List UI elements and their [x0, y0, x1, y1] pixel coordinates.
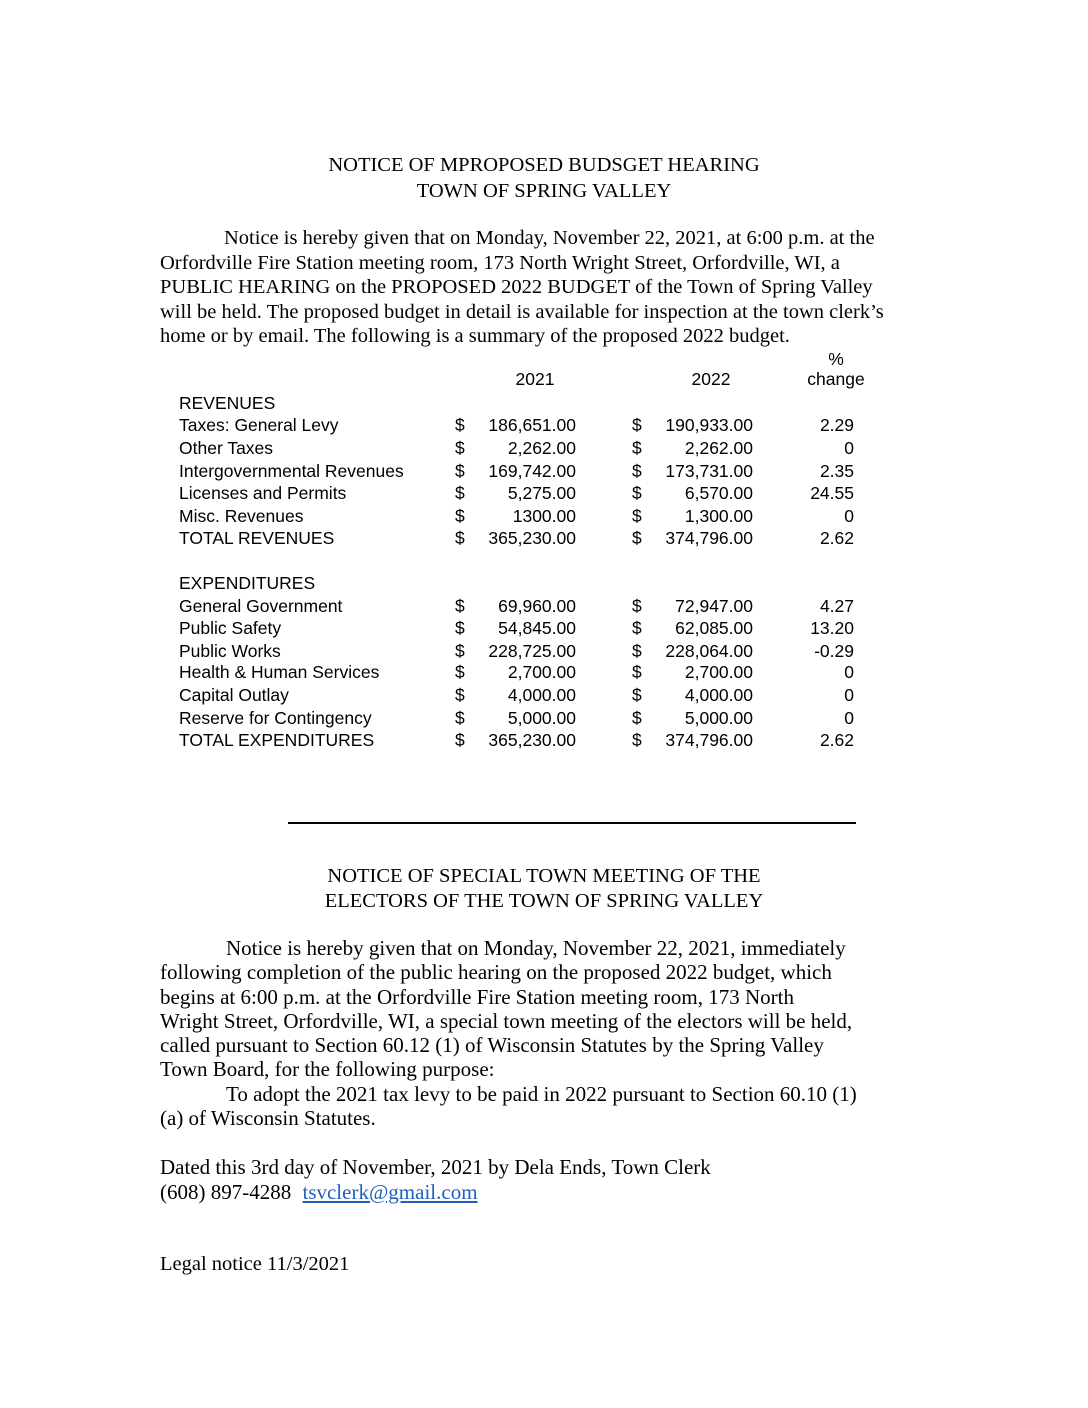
value-2021: 4,000.00	[507, 685, 576, 705]
dollar-sign: $	[632, 641, 642, 661]
dollar-sign: $	[632, 596, 642, 616]
legal-notice-date: Legal notice 11/3/2021	[160, 1253, 350, 1275]
dollar-sign: $	[455, 662, 465, 682]
table-row	[0, 505, 1088, 527]
dollar-sign: $	[632, 461, 642, 481]
value-2022: 374,796.00	[665, 730, 753, 750]
dollar-sign: $	[632, 483, 642, 503]
dollar-sign: $	[632, 708, 642, 728]
row-label: TOTAL REVENUES	[179, 528, 335, 548]
paragraph-line: will be held. The proposed budget in detail is available for inspection at the town clerk’s	[160, 300, 884, 323]
pct-change: 0	[844, 438, 854, 458]
paragraph-line: Orfordville Fire Station meeting room, 173 North Wright Street, Orfordville, WI, a	[160, 251, 840, 274]
contact-line	[160, 1180, 711, 1205]
paragraph-line: Notice is hereby given that on Monday, November 22, 2021, immediately	[226, 936, 846, 960]
special-meeting-title	[0, 864, 1088, 913]
pct-change: 0	[844, 506, 854, 526]
value-2022: 62,085.00	[675, 618, 753, 638]
table-row	[0, 661, 1088, 683]
paragraph-line: Notice is hereby given that on Monday, November 22, 2021, at 6:00 p.m. at the	[224, 227, 875, 249]
pct-change: 0	[844, 685, 854, 705]
paragraph-line: called pursuant to Section 60.12 (1) of Wisconsin Statutes by the Spring Valley	[160, 1033, 824, 1058]
value-2022: 5,000.00	[684, 708, 753, 728]
value-2022: 190,933.00	[665, 415, 753, 435]
dollar-sign: $	[455, 685, 465, 705]
section-divider	[288, 822, 856, 824]
dollar-sign: $	[455, 618, 465, 638]
pct-change: 2.29	[819, 415, 854, 435]
value-2021: 1300.00	[512, 506, 576, 526]
dollar-sign: $	[632, 685, 642, 705]
dollar-sign: $	[455, 708, 465, 728]
row-label: General Government	[179, 596, 343, 616]
table-row	[0, 460, 1088, 482]
table-row	[0, 482, 1088, 504]
value-2022: 6,570.00	[684, 483, 753, 503]
year-2022-header: 2022	[691, 369, 731, 389]
paragraph-line: PUBLIC HEARING on the PROPOSED 2022 BUDGET of the Town of Spring Valley	[160, 276, 873, 298]
value-2021: 186,651.00	[488, 415, 576, 435]
email-link[interactable]: tsvclerk@gmail.com	[302, 1179, 478, 1204]
dollar-sign: $	[632, 506, 642, 526]
value-2021: 365,230.00	[488, 528, 576, 548]
dollar-sign: $	[632, 415, 642, 435]
row-label: Reserve for Contingency	[179, 708, 372, 728]
row-label: Health & Human Services	[179, 662, 380, 682]
value-2021: 54,845.00	[498, 618, 576, 638]
paragraph-line: home or by email. The following is a summary of the proposed 2022 budget.	[160, 325, 790, 347]
row-label: Intergovernmental Revenues	[179, 461, 404, 481]
year-2021-header: 2021	[515, 369, 555, 389]
revenues-heading: REVENUES	[179, 393, 276, 413]
value-2022: 4,000.00	[684, 685, 753, 705]
budget-hearing-title	[0, 152, 1088, 204]
title-line: TOWN OF SPRING VALLEY	[416, 180, 672, 202]
dollar-sign: $	[455, 641, 465, 661]
value-2022: 2,262.00	[684, 438, 753, 458]
value-2021: 365,230.00	[488, 730, 576, 750]
pct-change: 2.35	[819, 461, 854, 481]
dollar-sign: $	[455, 461, 465, 481]
dollar-sign: $	[455, 528, 465, 548]
phone-number: (608) 897-4288	[160, 1179, 292, 1204]
expenditures-heading: EXPENDITURES	[179, 573, 316, 593]
value-2022: 228,064.00	[665, 641, 753, 661]
pct-change: 24.55	[810, 483, 854, 503]
paragraph-line: Wright Street, Orfordville, WI, a special town meeting of the electors will be held,	[160, 1008, 853, 1033]
row-label: Public Works	[179, 641, 281, 661]
dated-line: Dated this 3rd day of November, 2021 by Dela Ends, Town Clerk	[160, 1155, 711, 1179]
dated-signature-block	[160, 1155, 711, 1204]
value-2022: 72,947.00	[675, 596, 753, 616]
value-2022: 2,700.00	[684, 662, 753, 682]
title-line: NOTICE OF MPROPOSED BUDSGET HEARING	[328, 154, 760, 176]
value-2021: 228,725.00	[488, 641, 576, 661]
row-label: Taxes: General Levy	[179, 415, 339, 435]
row-label: Misc. Revenues	[179, 506, 304, 526]
dollar-sign: $	[455, 438, 465, 458]
dollar-sign: $	[632, 730, 642, 750]
row-label: TOTAL EXPENDITURES	[179, 730, 375, 750]
table-row	[0, 527, 1088, 549]
table-row	[0, 707, 1088, 729]
title-line: ELECTORS OF THE TOWN OF SPRING VALLEY	[324, 889, 764, 912]
paragraph-line: (a) of Wisconsin Statutes.	[160, 1106, 376, 1131]
pct-change: 13.20	[810, 618, 854, 638]
section-heading	[0, 572, 1088, 594]
dollar-sign: $	[455, 415, 465, 435]
table-row	[0, 414, 1088, 436]
pct-change: 2.62	[819, 730, 854, 750]
table-row	[0, 729, 1088, 751]
paragraph-line: begins at 6:00 p.m. at the Orfordville Fire Station meeting room, 173 North	[160, 984, 794, 1009]
value-2021: 2,700.00	[507, 662, 576, 682]
value-2022: 173,731.00	[665, 461, 753, 481]
row-label: Public Safety	[179, 618, 282, 638]
value-2021: 2,262.00	[507, 438, 576, 458]
pct-header: %	[828, 349, 844, 369]
table-row	[0, 617, 1088, 639]
pct-change: 2.62	[819, 528, 854, 548]
value-2021: 5,000.00	[507, 708, 576, 728]
table-row	[0, 684, 1088, 706]
dollar-sign: $	[632, 438, 642, 458]
pct-change: 4.27	[819, 596, 854, 616]
title-line: NOTICE OF SPECIAL TOWN MEETING OF THE	[327, 865, 761, 887]
value-2021: 169,742.00	[488, 461, 576, 481]
pct-change: 0	[844, 662, 854, 682]
table-header-row	[0, 368, 1088, 390]
table-header-row	[0, 348, 1088, 370]
row-label: Other Taxes	[179, 438, 274, 458]
pct-change: 0	[844, 708, 854, 728]
dollar-sign: $	[455, 483, 465, 503]
value-2022: 1,300.00	[684, 506, 753, 526]
budget-hearing-paragraph	[160, 226, 950, 349]
value-2021: 5,275.00	[507, 483, 576, 503]
row-label: Capital Outlay	[179, 685, 289, 705]
value-2021: 69,960.00	[498, 596, 576, 616]
pct-header: change	[807, 369, 865, 389]
special-meeting-paragraph	[160, 936, 960, 1130]
table-row	[0, 595, 1088, 617]
row-label: Licenses and Permits	[179, 483, 347, 503]
dollar-sign: $	[455, 596, 465, 616]
paragraph-line: following completion of the public hearing on the proposed 2022 budget, which	[160, 960, 832, 985]
pct-change: -0.29	[814, 641, 854, 661]
dollar-sign: $	[632, 618, 642, 638]
paragraph-line: To adopt the 2021 tax levy to be paid in 2022 pursuant to Section 60.10 (1)	[226, 1081, 857, 1106]
value-2022: 374,796.00	[665, 528, 753, 548]
dollar-sign: $	[632, 528, 642, 548]
dollar-sign: $	[455, 506, 465, 526]
budget-summary-table	[0, 348, 1088, 768]
section-heading	[0, 392, 1088, 414]
table-row	[0, 437, 1088, 459]
table-row	[0, 640, 1088, 662]
dollar-sign: $	[455, 730, 465, 750]
dollar-sign: $	[632, 662, 642, 682]
paragraph-line: Town Board, for the following purpose:	[160, 1057, 495, 1082]
